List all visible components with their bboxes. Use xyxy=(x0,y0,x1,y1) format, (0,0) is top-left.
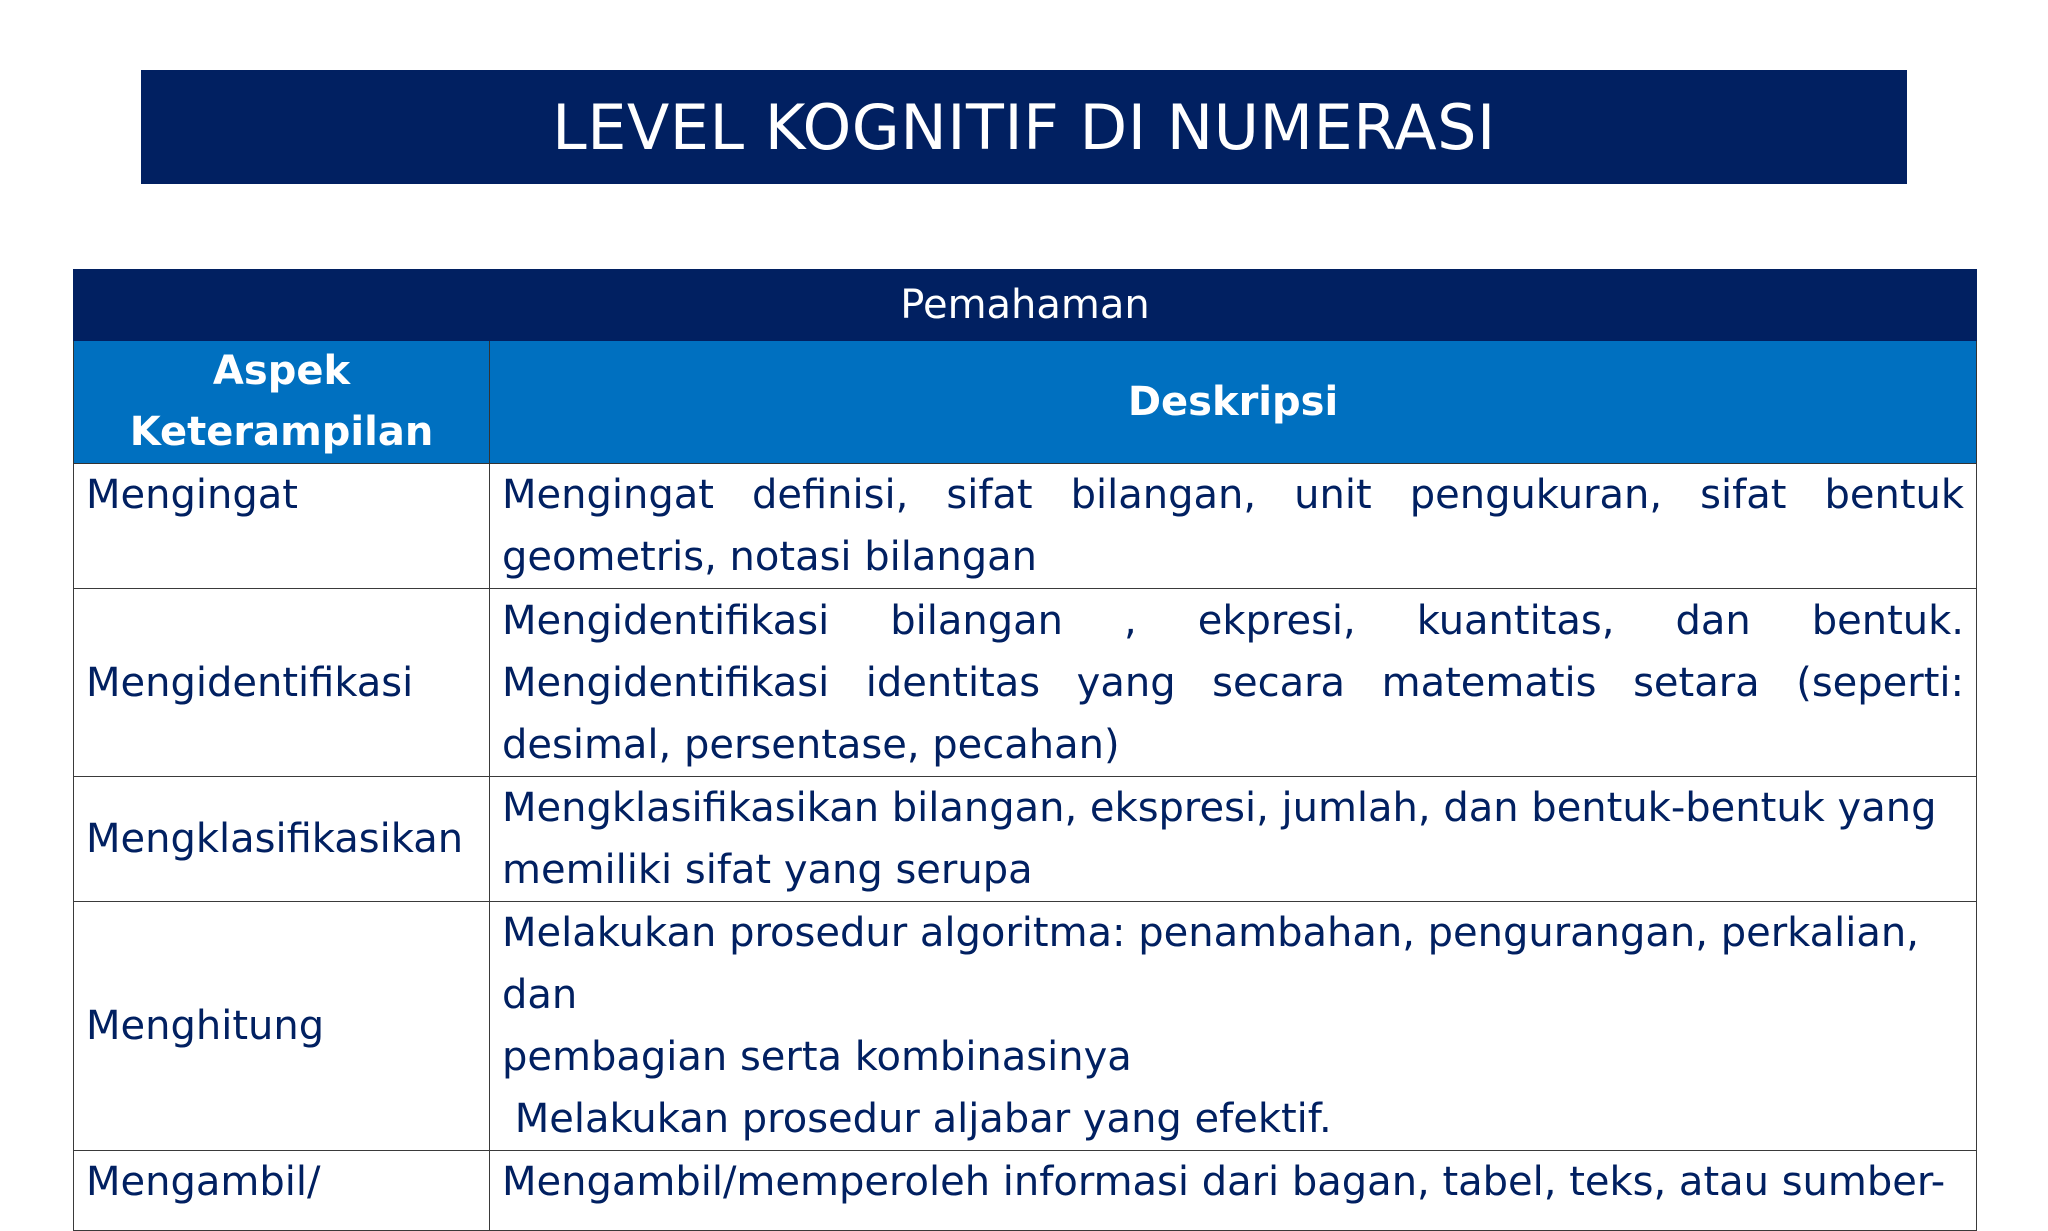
column-header-aspect xyxy=(74,341,490,464)
description-cell xyxy=(490,777,1977,902)
group-header-pemahaman: Pemahaman xyxy=(74,270,1977,341)
aspect-cell: Mengidentifikasi xyxy=(74,589,490,777)
table-row xyxy=(74,902,1977,1151)
table-row xyxy=(74,1151,1977,1231)
table-row xyxy=(74,777,1977,902)
aspect-cell: Mengambil/ xyxy=(74,1151,490,1231)
aspect-cell: Mengklasifikasikan xyxy=(74,777,490,902)
column-header-description: Deskripsi xyxy=(490,341,1977,464)
aspect-cell: Mengingat xyxy=(74,464,490,589)
description-line: Melakukan prosedur algoritma: penambahan, pengurangan, perkalian, dan xyxy=(502,910,1919,1018)
cognitive-level-table xyxy=(73,269,1977,1231)
table-row xyxy=(74,464,1977,589)
description-line: Mengklasifikasikan bilangan, ekspresi, jumlah, dan bentuk-bentuk yang xyxy=(502,785,1937,831)
slide-title-bar xyxy=(141,70,1907,184)
group-header-row xyxy=(74,270,1977,341)
aspect-cell: Menghitung xyxy=(74,902,490,1151)
description-cell: Mengidentifikasi bilangan , ekpresi, kuantitas, dan bentuk. Mengidentifikasi identitas yang secara matematis setara (seperti: desimal, persentase, pecahan) xyxy=(490,589,1977,777)
description-line: pembagian serta kombinasinya xyxy=(502,1034,1132,1080)
column-header-aspect-line2: Keterampilan xyxy=(129,409,434,455)
description-cell: Mengingat definisi, sifat bilangan, unit pengukuran, sifat bentuk geometris, notasi bilangan xyxy=(490,464,1977,589)
table-row xyxy=(74,589,1977,777)
description-line: Melakukan prosedur aljabar yang efektif. xyxy=(502,1096,1332,1142)
column-header-row xyxy=(74,341,1977,464)
description-cell xyxy=(490,902,1977,1151)
description-line: memiliki sifat yang serupa xyxy=(502,847,1033,893)
slide-title: LEVEL KOGNITIF DI NUMERASI xyxy=(552,90,1496,164)
description-cell: Mengambil/memperoleh informasi dari bagan, tabel, teks, atau sumber- xyxy=(490,1151,1977,1231)
column-header-aspect-line1: Aspek xyxy=(212,348,351,394)
